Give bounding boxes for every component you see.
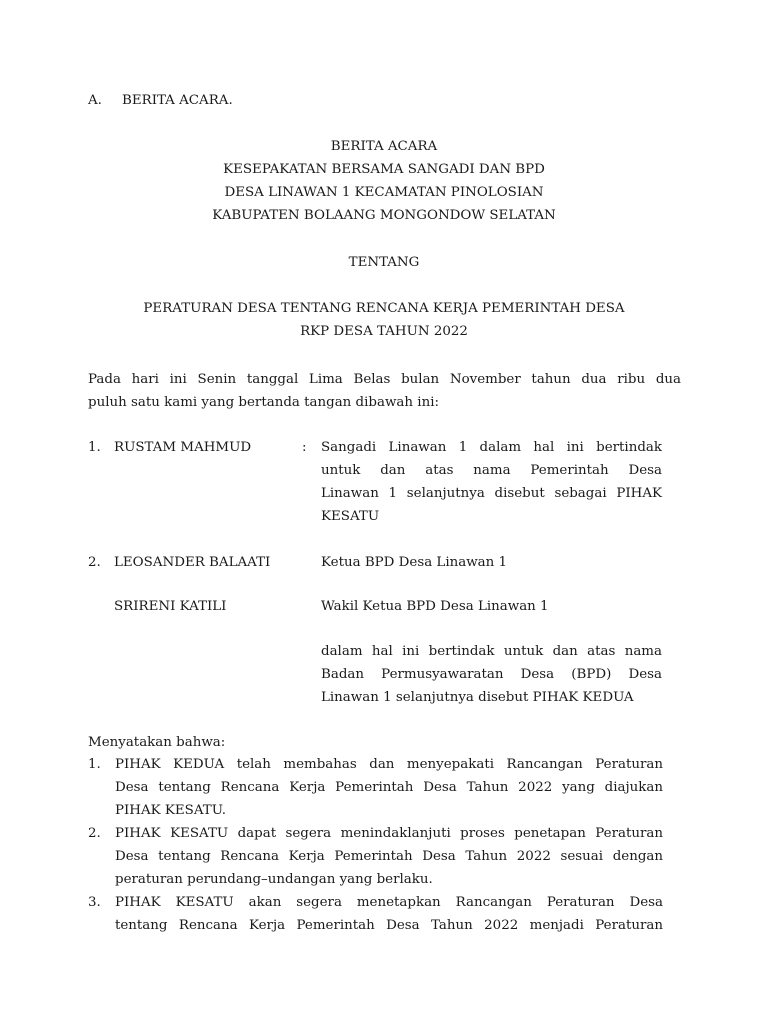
party2-desc-line1: dalam hal ini bertindak untuk dan atas nama <box>321 644 662 659</box>
statement-item3-number: 3. <box>88 895 101 910</box>
statement-item3-line2: tentang Rencana Kerja Pemerintah Desa Tahun 2022 menjadi Peraturan <box>115 918 663 933</box>
statement-item1-number: 1. <box>88 757 101 772</box>
statement-item2-line2: Desa tentang Rencana Kerja Pemerintah Desa Tahun 2022 sesuai dengan <box>115 849 663 864</box>
party1-number: 1. <box>88 440 101 455</box>
statement-item1-line3: PIHAK KESATU. <box>115 803 227 818</box>
statement-item2-line3: peraturan perundang–undangan yang berlaku. <box>115 872 433 887</box>
subject-line1: PERATURAN DESA TENTANG RENCANA KERJA PEMERINTAH DESA <box>143 301 625 316</box>
party2-role: Ketua BPD Desa Linawan 1 <box>321 555 508 570</box>
party1-name: RUSTAM MAHMUD <box>114 440 252 455</box>
statement-item2-line1: PIHAK KESATU dapat segera menindaklanjuti proses penetapan Peraturan <box>115 826 663 841</box>
party3-role: Wakil Ketua BPD Desa Linawan 1 <box>321 599 549 614</box>
party1-desc-line1: Sangadi Linawan 1 dalam hal ini bertindak <box>321 440 662 455</box>
doc-title-line2: KESEPAKATAN BERSAMA SANGADI DAN BPD <box>223 162 545 177</box>
party2-number: 2. <box>88 555 101 570</box>
party2-desc-line2: Badan Permusyawaratan Desa (BPD) Desa <box>321 667 662 682</box>
party3-name: SRIRENI KATILI <box>114 599 227 614</box>
statement-item1-line1: PIHAK KEDUA telah membahas dan menyepakati Rancangan Peraturan <box>115 757 663 772</box>
party1-desc-line4: KESATU <box>321 509 380 524</box>
party2-desc-line3: Linawan 1 selanjutnya disebut PIHAK KEDUA <box>321 690 634 705</box>
doc-title-line4: KABUPATEN BOLAANG MONGONDOW SELATAN <box>212 208 556 223</box>
section-title: BERITA ACARA. <box>122 93 233 108</box>
statement-heading: Menyatakan bahwa: <box>88 735 226 750</box>
statement-item1-text <box>115 753 663 822</box>
party1-desc-line3: Linawan 1 selanjutnya disebut sebagai PIHAK <box>321 486 662 501</box>
intro-line1: Pada hari ini Senin tanggal Lima Belas bulan November tahun dua ribu dua <box>88 372 681 387</box>
party2-description <box>321 640 662 709</box>
statement-item1-line2: Desa tentang Rencana Kerja Pemerintah Desa Tahun 2022 yang diajukan <box>115 780 663 795</box>
party1-colon: : <box>302 440 307 455</box>
intro-paragraph <box>88 368 681 414</box>
statement-item2-text <box>115 822 663 891</box>
party2-name: LEOSANDER BALAATI <box>114 555 271 570</box>
intro-line2: puluh satu kami yang bertanda tangan dibawah ini: <box>88 395 439 410</box>
statement-item3-line1: PIHAK KESATU akan segera menetapkan Rancangan Peraturan Desa <box>115 895 663 910</box>
party1-description <box>321 436 662 528</box>
statement-item3-text <box>115 891 663 937</box>
doc-title: BERITA ACARA <box>330 139 438 154</box>
party1-desc-line2: untuk dan atas nama Pemerintah Desa <box>321 463 662 478</box>
statement-item2-number: 2. <box>88 826 101 841</box>
doc-title-line3: DESA LINAWAN 1 KECAMATAN PINOLOSIAN <box>224 185 544 200</box>
section-letter: A. <box>88 93 102 108</box>
subject-line2: RKP DESA TAHUN 2022 <box>300 324 468 339</box>
tentang-label: TENTANG <box>348 255 420 270</box>
